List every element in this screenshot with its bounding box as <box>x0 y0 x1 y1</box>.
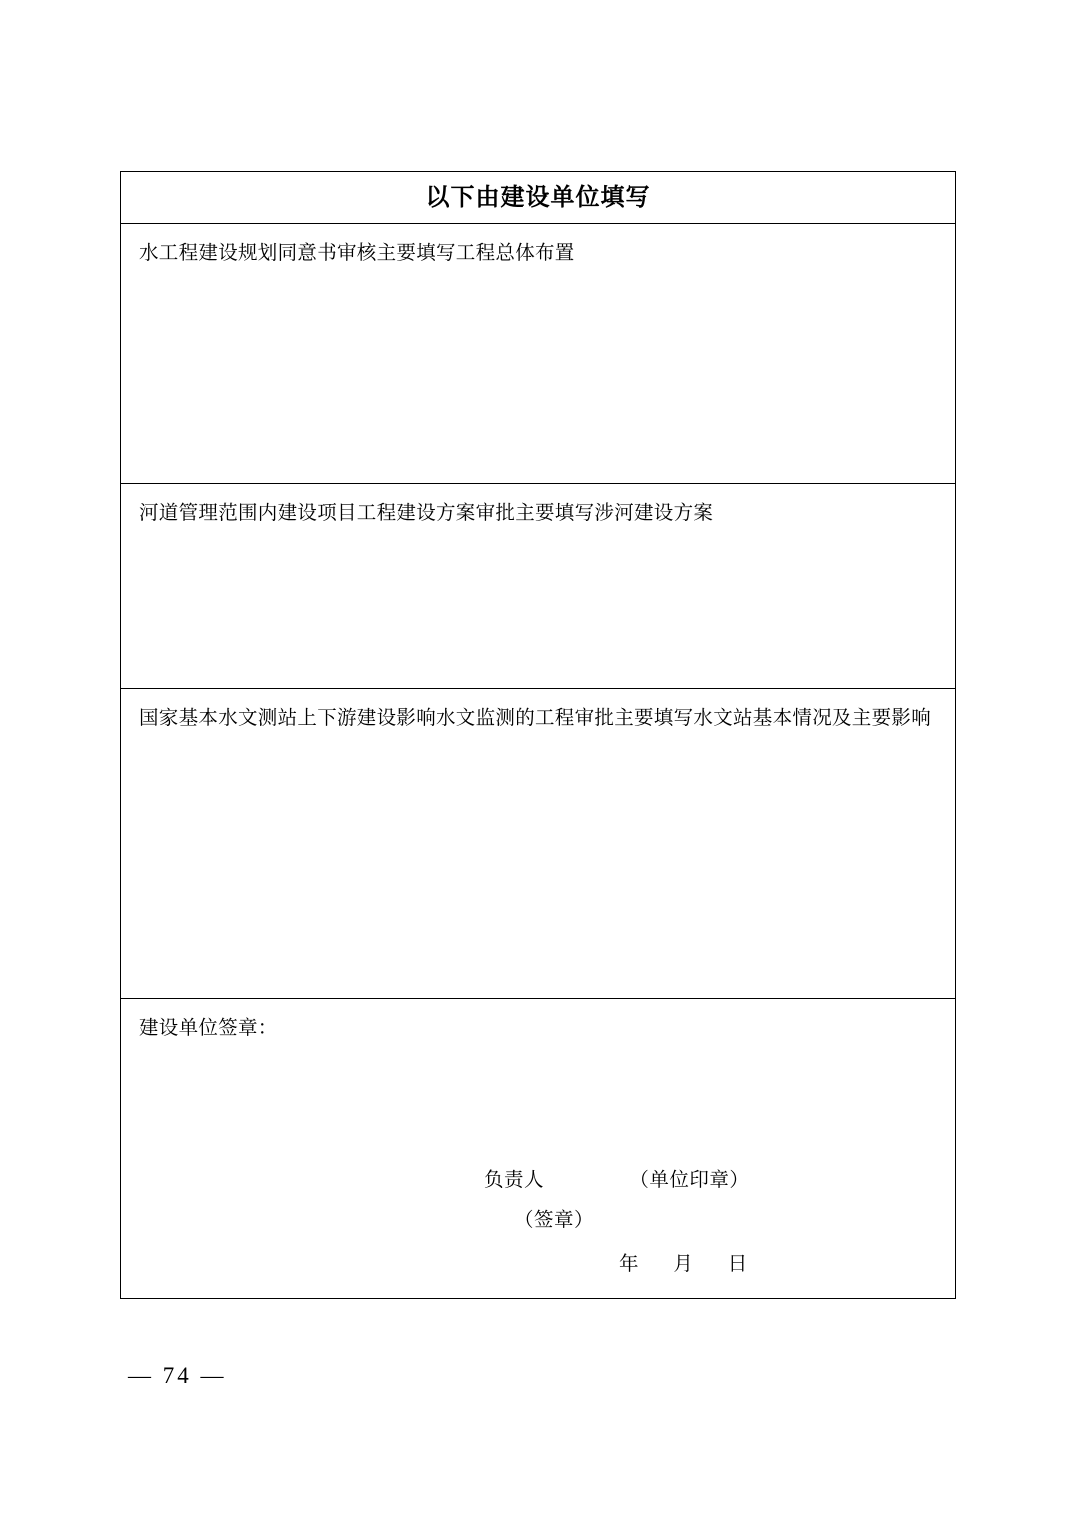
signature-block <box>139 1165 937 1281</box>
responsible-person-label: 负责人 <box>484 1170 545 1191</box>
date-month-label: 月 <box>673 1254 695 1275</box>
signature-row-responsible <box>139 1165 937 1197</box>
signature-row-seal <box>139 1205 937 1237</box>
construction-unit-form-table <box>120 171 956 1299</box>
page-number: — 74 — <box>128 1363 227 1388</box>
sign-seal-label: （签章） <box>514 1210 595 1231</box>
signature-row-date <box>139 1249 937 1281</box>
form-title: 以下由建设单位填写 <box>121 172 956 224</box>
table-row <box>121 484 956 689</box>
field-river-management-construction-plan[interactable]: 河道管理范围内建设项目工程建设方案审批主要填写涉河建设方案 <box>121 484 956 689</box>
signature-label: 建设单位签章： <box>139 1018 278 1039</box>
date-day-label: 日 <box>727 1254 750 1275</box>
date-year-label: 年 <box>619 1254 641 1275</box>
field-hydrological-station-impact[interactable]: 国家基本水文测站上下游建设影响水文监测的工程审批主要填写水文站基本情况及主要影响 <box>121 689 956 999</box>
unit-seal-label: （单位印章） <box>629 1170 750 1191</box>
table-row <box>121 999 956 1299</box>
table-row-header <box>121 172 956 224</box>
signature-cell[interactable] <box>121 999 956 1299</box>
field-water-project-plan-consent[interactable]: 水工程建设规划同意书审核主要填写工程总体布置 <box>121 224 956 484</box>
table-row <box>121 224 956 484</box>
table-row <box>121 689 956 999</box>
